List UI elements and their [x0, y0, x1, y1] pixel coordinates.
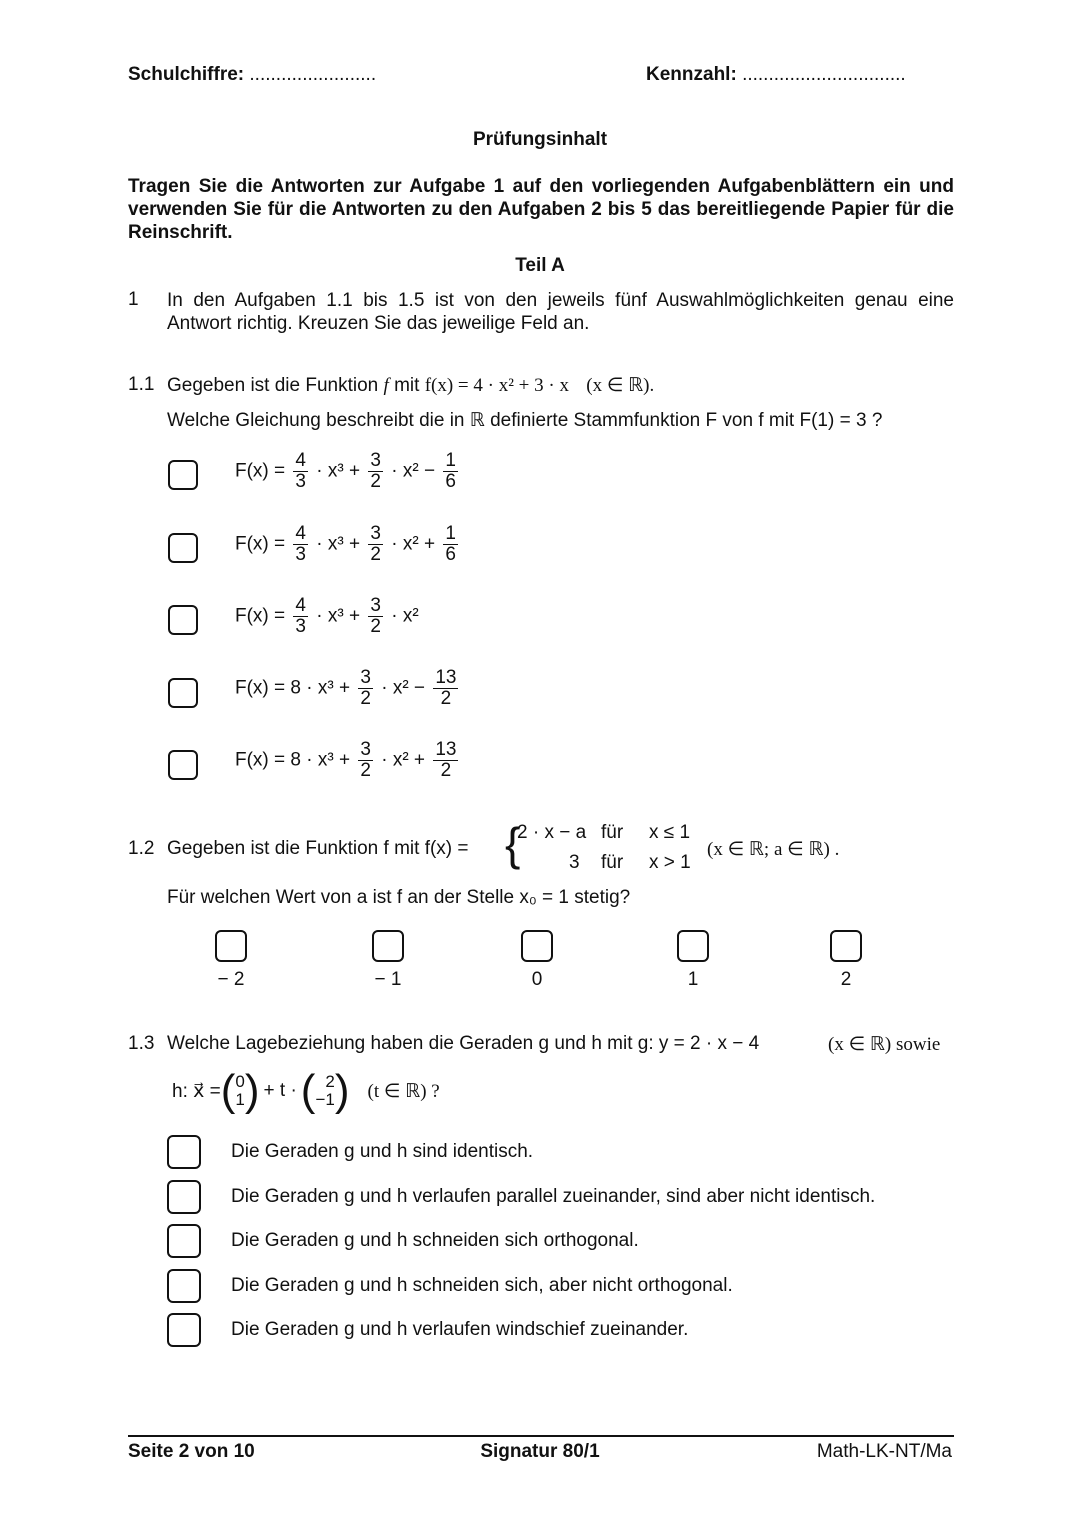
- footer-rule: [128, 1435, 954, 1437]
- q12-option-4-checkbox[interactable]: [677, 930, 709, 962]
- q11-number: 1.1: [128, 374, 155, 395]
- q12-case2-cond: x > 1: [649, 852, 691, 873]
- q11-mit: mit: [394, 375, 420, 396]
- q13-option-1-label: Die Geraden g und h sind identisch.: [231, 1141, 534, 1162]
- fraction: $\frac{13}{2}$: [435, 667, 457, 709]
- q11-option-3-checkbox[interactable]: [168, 605, 198, 635]
- kennzahl-label: Kennzahl:: [646, 64, 737, 85]
- q12-case1-word: für: [601, 822, 624, 843]
- q12-domain: (x ∈ ℝ; a ∈ ℝ) .: [707, 839, 840, 860]
- q12-option-2-checkbox[interactable]: [372, 930, 404, 962]
- q12-option-3-label: 0: [531, 969, 543, 990]
- page-title: Prüfungsinhalt: [472, 129, 608, 150]
- fraction: $\frac{3}{2}$: [370, 595, 381, 637]
- q12-option-1-label: − 2: [217, 969, 245, 990]
- footer-signatur: Signatur 80/1: [480, 1441, 600, 1462]
- formula-term: · x² +: [391, 533, 436, 555]
- q12-option-5-checkbox[interactable]: [830, 930, 862, 962]
- q11-line2: Welche Gleichung beschreibt die in ℝ definierte Stammfunktion F von f mit F(1) = 3 ?: [167, 410, 883, 431]
- q12-number: 1.2: [128, 838, 155, 859]
- q12-option-5-label: 2: [840, 969, 852, 990]
- footer-page: Seite 2 von 10: [128, 1441, 255, 1462]
- formula-term: · x² +: [381, 749, 426, 771]
- formula-lhs: F(x) = 8 · x³ +: [235, 677, 351, 699]
- formula-term: · x³ +: [316, 460, 361, 482]
- q12-option-2-label: − 1: [374, 969, 402, 990]
- paren-close: ): [244, 1066, 260, 1115]
- q13-line-h: [172, 1066, 440, 1116]
- q13-domain-h: (t ∈ ℝ) ?: [367, 1080, 440, 1102]
- q12-option-3-checkbox[interactable]: [521, 930, 553, 962]
- q11-option-4-formula: [235, 668, 461, 709]
- q13-option-1-checkbox[interactable]: [167, 1135, 201, 1169]
- q11-prefix: Gegeben ist die Funktion: [167, 375, 379, 396]
- q13-option-5-label: Die Geraden g und h verlaufen windschief zueinander.: [231, 1319, 689, 1340]
- q11-f: f: [383, 375, 389, 396]
- instructions: Tragen Sie die Antworten zur Aufgabe 1 auf den vorliegenden Aufgabenblättern ein und verwenden Sie für die Antworten zu den Aufgaben 2 bis 5 das bereitliegende Papier für die Reinschrift.: [128, 176, 954, 243]
- formula-term: · x² −: [381, 677, 426, 699]
- q11-option-5-formula: [235, 740, 461, 781]
- q11-option-5-checkbox[interactable]: [168, 750, 198, 780]
- q13-option-3-checkbox[interactable]: [167, 1224, 201, 1258]
- q11-option-3-formula: [235, 596, 419, 637]
- q12-case2-word: für: [601, 852, 624, 873]
- fraction: $\frac{1}{6}$: [445, 523, 456, 565]
- task1-text: In den Aufgaben 1.1 bis 1.5 ist von den jeweils fünf Auswahlmöglichkeiten genau eine Antwort richtig. Kreuzen Sie das jeweilige Feld an.: [167, 290, 954, 334]
- formula-term: · x² −: [391, 460, 436, 482]
- q13-option-3-label: Die Geraden g und h schneiden sich orthogonal.: [231, 1230, 639, 1251]
- q13-vector-1: 0 1: [235, 1072, 245, 1109]
- q13-domain-g: (x ∈ ℝ) sowie: [828, 1034, 941, 1055]
- kennzahl-field: [646, 64, 906, 86]
- task1-number: 1: [128, 289, 139, 310]
- formula-term: · x³ +: [316, 533, 361, 555]
- q13-option-4-label: Die Geraden g und h schneiden sich, aber nicht orthogonal.: [231, 1275, 733, 1296]
- fraction: $\frac{13}{2}$: [435, 739, 457, 781]
- q11-line1: [167, 374, 654, 397]
- q13-option-2-checkbox[interactable]: [167, 1180, 201, 1214]
- q11-function: f(x) = 4 · x² + 3 · x: [424, 375, 569, 396]
- formula-lhs: F(x) =: [235, 605, 286, 627]
- q12-case1-expr: 2 · x − a: [517, 822, 587, 843]
- q11-option-1-formula: [235, 451, 461, 492]
- paren-open: (: [300, 1066, 316, 1115]
- q11-option-2-checkbox[interactable]: [168, 533, 198, 563]
- fraction: $\frac{4}{3}$: [295, 450, 306, 492]
- kennzahl-dots: ...............................: [742, 64, 906, 85]
- q12-case1-cond: x ≤ 1: [649, 822, 691, 843]
- fraction: $\frac{3}{2}$: [370, 450, 381, 492]
- q13-number: 1.3: [128, 1033, 155, 1054]
- schulchiffre-label: Schulchiffre:: [128, 64, 245, 85]
- fraction: $\frac{4}{3}$: [295, 523, 306, 565]
- q11-domain: (x ∈ ℝ).: [586, 375, 655, 396]
- fraction: $\frac{4}{3}$: [295, 595, 306, 637]
- q11-option-2-formula: [235, 524, 461, 565]
- schulchiffre-field: [128, 64, 376, 86]
- q13-option-2-label: Die Geraden g und h verlaufen parallel zueinander, sind aber nicht identisch.: [231, 1186, 876, 1207]
- q12-option-4-label: 1: [687, 969, 699, 990]
- part-heading: Teil A: [515, 255, 565, 276]
- paren-close: ): [334, 1066, 350, 1115]
- fraction: $\frac{3}{2}$: [360, 667, 371, 709]
- q11-option-4-checkbox[interactable]: [168, 678, 198, 708]
- fraction: $\frac{3}{2}$: [370, 523, 381, 565]
- q12-question: Für welchen Wert von a ist f an der Stelle x₀ = 1 stetig?: [167, 887, 631, 908]
- paren-open: (: [220, 1066, 236, 1115]
- q12-brace: {: [505, 818, 521, 870]
- q13-option-4-checkbox[interactable]: [167, 1269, 201, 1303]
- formula-term: · x²: [391, 605, 419, 627]
- schulchiffre-dots: ........................: [249, 64, 377, 85]
- q12-text: Gegeben ist die Funktion f mit f(x) =: [167, 838, 469, 859]
- fraction: $\frac{3}{2}$: [360, 739, 371, 781]
- formula-lhs: F(x) =: [235, 460, 286, 482]
- fraction: $\frac{1}{6}$: [445, 450, 456, 492]
- q13-text: Welche Lagebeziehung haben die Geraden g und h mit g: y = 2 · x − 4: [167, 1033, 760, 1054]
- footer-code: Math-LK-NT/Ma: [816, 1441, 952, 1462]
- q13-plus-t: + t ·: [263, 1080, 297, 1101]
- q11-option-1-checkbox[interactable]: [168, 460, 198, 490]
- formula-term: · x³ +: [316, 605, 361, 627]
- q13-h-label: h: x⃗ =: [172, 1080, 221, 1102]
- q12-option-1-checkbox[interactable]: [215, 930, 247, 962]
- q12-case2-expr: 3: [569, 852, 580, 873]
- formula-lhs: F(x) = 8 · x³ +: [235, 749, 351, 771]
- q13-option-5-checkbox[interactable]: [167, 1313, 201, 1347]
- formula-lhs: F(x) =: [235, 533, 286, 555]
- q13-vector-2: 2 −1: [315, 1072, 335, 1109]
